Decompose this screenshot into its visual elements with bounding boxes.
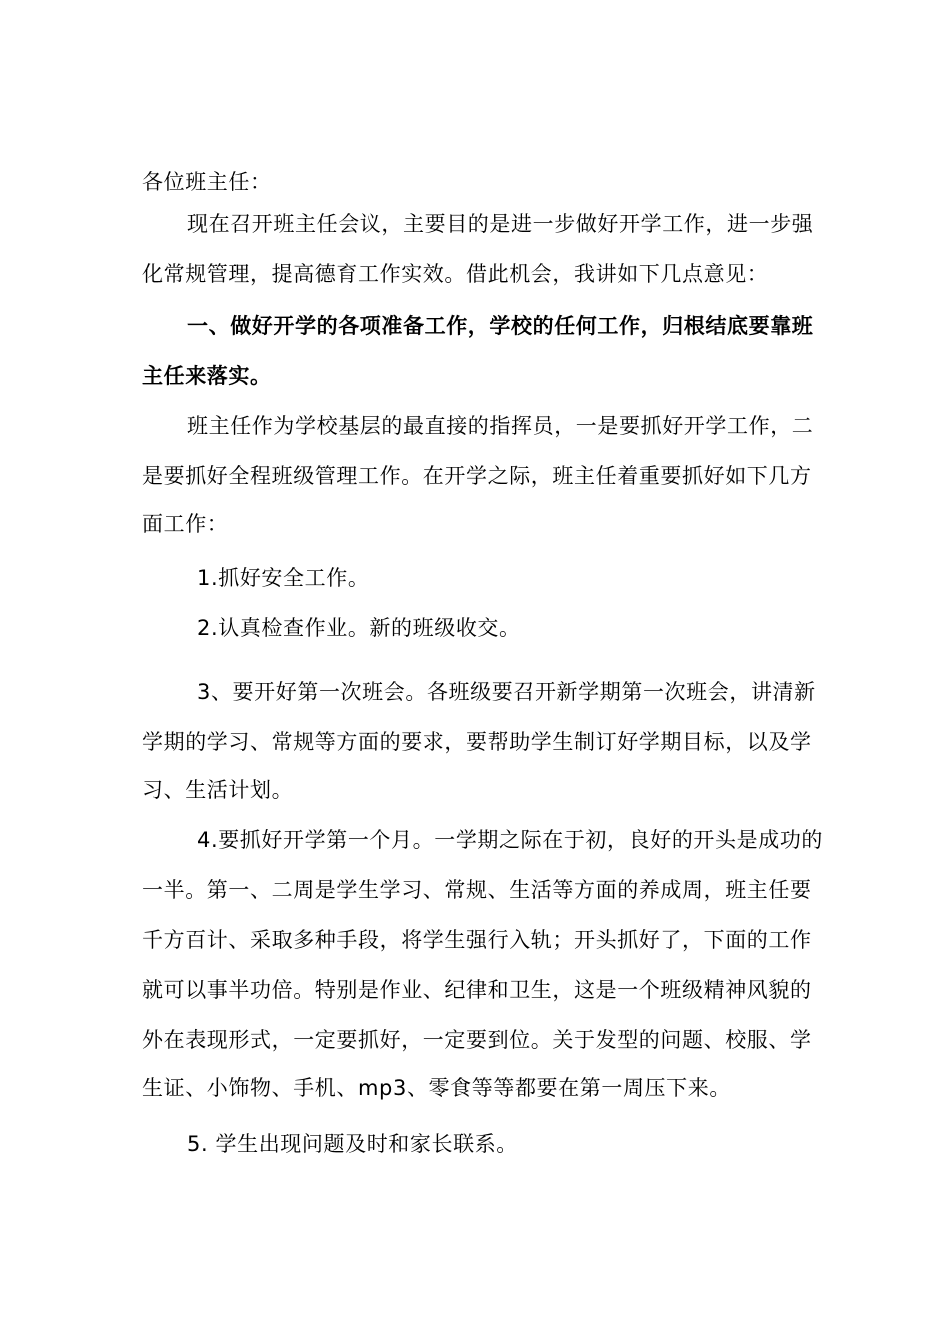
intro-line-2: 化常规管理，提高德育工作实效。借此机会，我讲如下几点意见： [142,262,769,286]
salutation: 各位班主任： [142,170,272,194]
section1-heading-line-1: 一、做好开学的各项准备工作，学校的任何工作，归根结底要靠班 [187,314,814,338]
list-item-2: 2.认真检查作业。新的班级收交。 [197,616,521,640]
item4-line-5: 外在表现形式，一定要抓好，一定要到位。关于发型的问题、校服、学 [142,1028,812,1052]
intro-line-1: 现在召开班主任会议，主要目的是进一步做好开学工作，进一步强 [187,212,814,236]
item4-line-2: 一半。第一、二周是学生学习、常规、生活等方面的养成周，班主任要 [142,878,812,902]
list-item-1: 1.抓好安全工作。 [197,566,370,590]
section1-heading-line-2: 主任来落实。 [142,364,272,388]
section1-body-line-2: 是要抓好全程班级管理工作。在开学之际，班主任着重要抓好如下几方 [142,464,812,488]
item3-line-1: 3、要开好第一次班会。各班级要召开新学期第一次班会，讲清新 [197,680,816,704]
item4-line-1: 4.要抓好开学第一个月。一学期之际在于初，良好的开头是成功的 [197,828,824,852]
item4-line-4: 就可以事半功倍。特别是作业、纪律和卫生，这是一个班级精神风貌的 [142,978,812,1002]
item3-line-3: 习、生活计划。 [142,778,294,802]
section1-body-line-3: 面工作： [142,512,229,536]
item4-line-6: 生证、小饰物、手机、mp3、零食等等都要在第一周压下来。 [142,1076,731,1100]
section1-body-line-1: 班主任作为学校基层的最直接的指挥员，一是要抓好开学工作，二 [187,414,814,438]
list-item-5: 5. 学生出现问题及时和家长联系。 [187,1132,518,1156]
item4-line-3: 千方百计、采取多种手段，将学生强行入轨；开头抓好了，下面的工作 [142,928,812,952]
item3-line-2: 学期的学习、常规等方面的要求，要帮助学生制订好学期目标，以及学 [142,730,812,754]
